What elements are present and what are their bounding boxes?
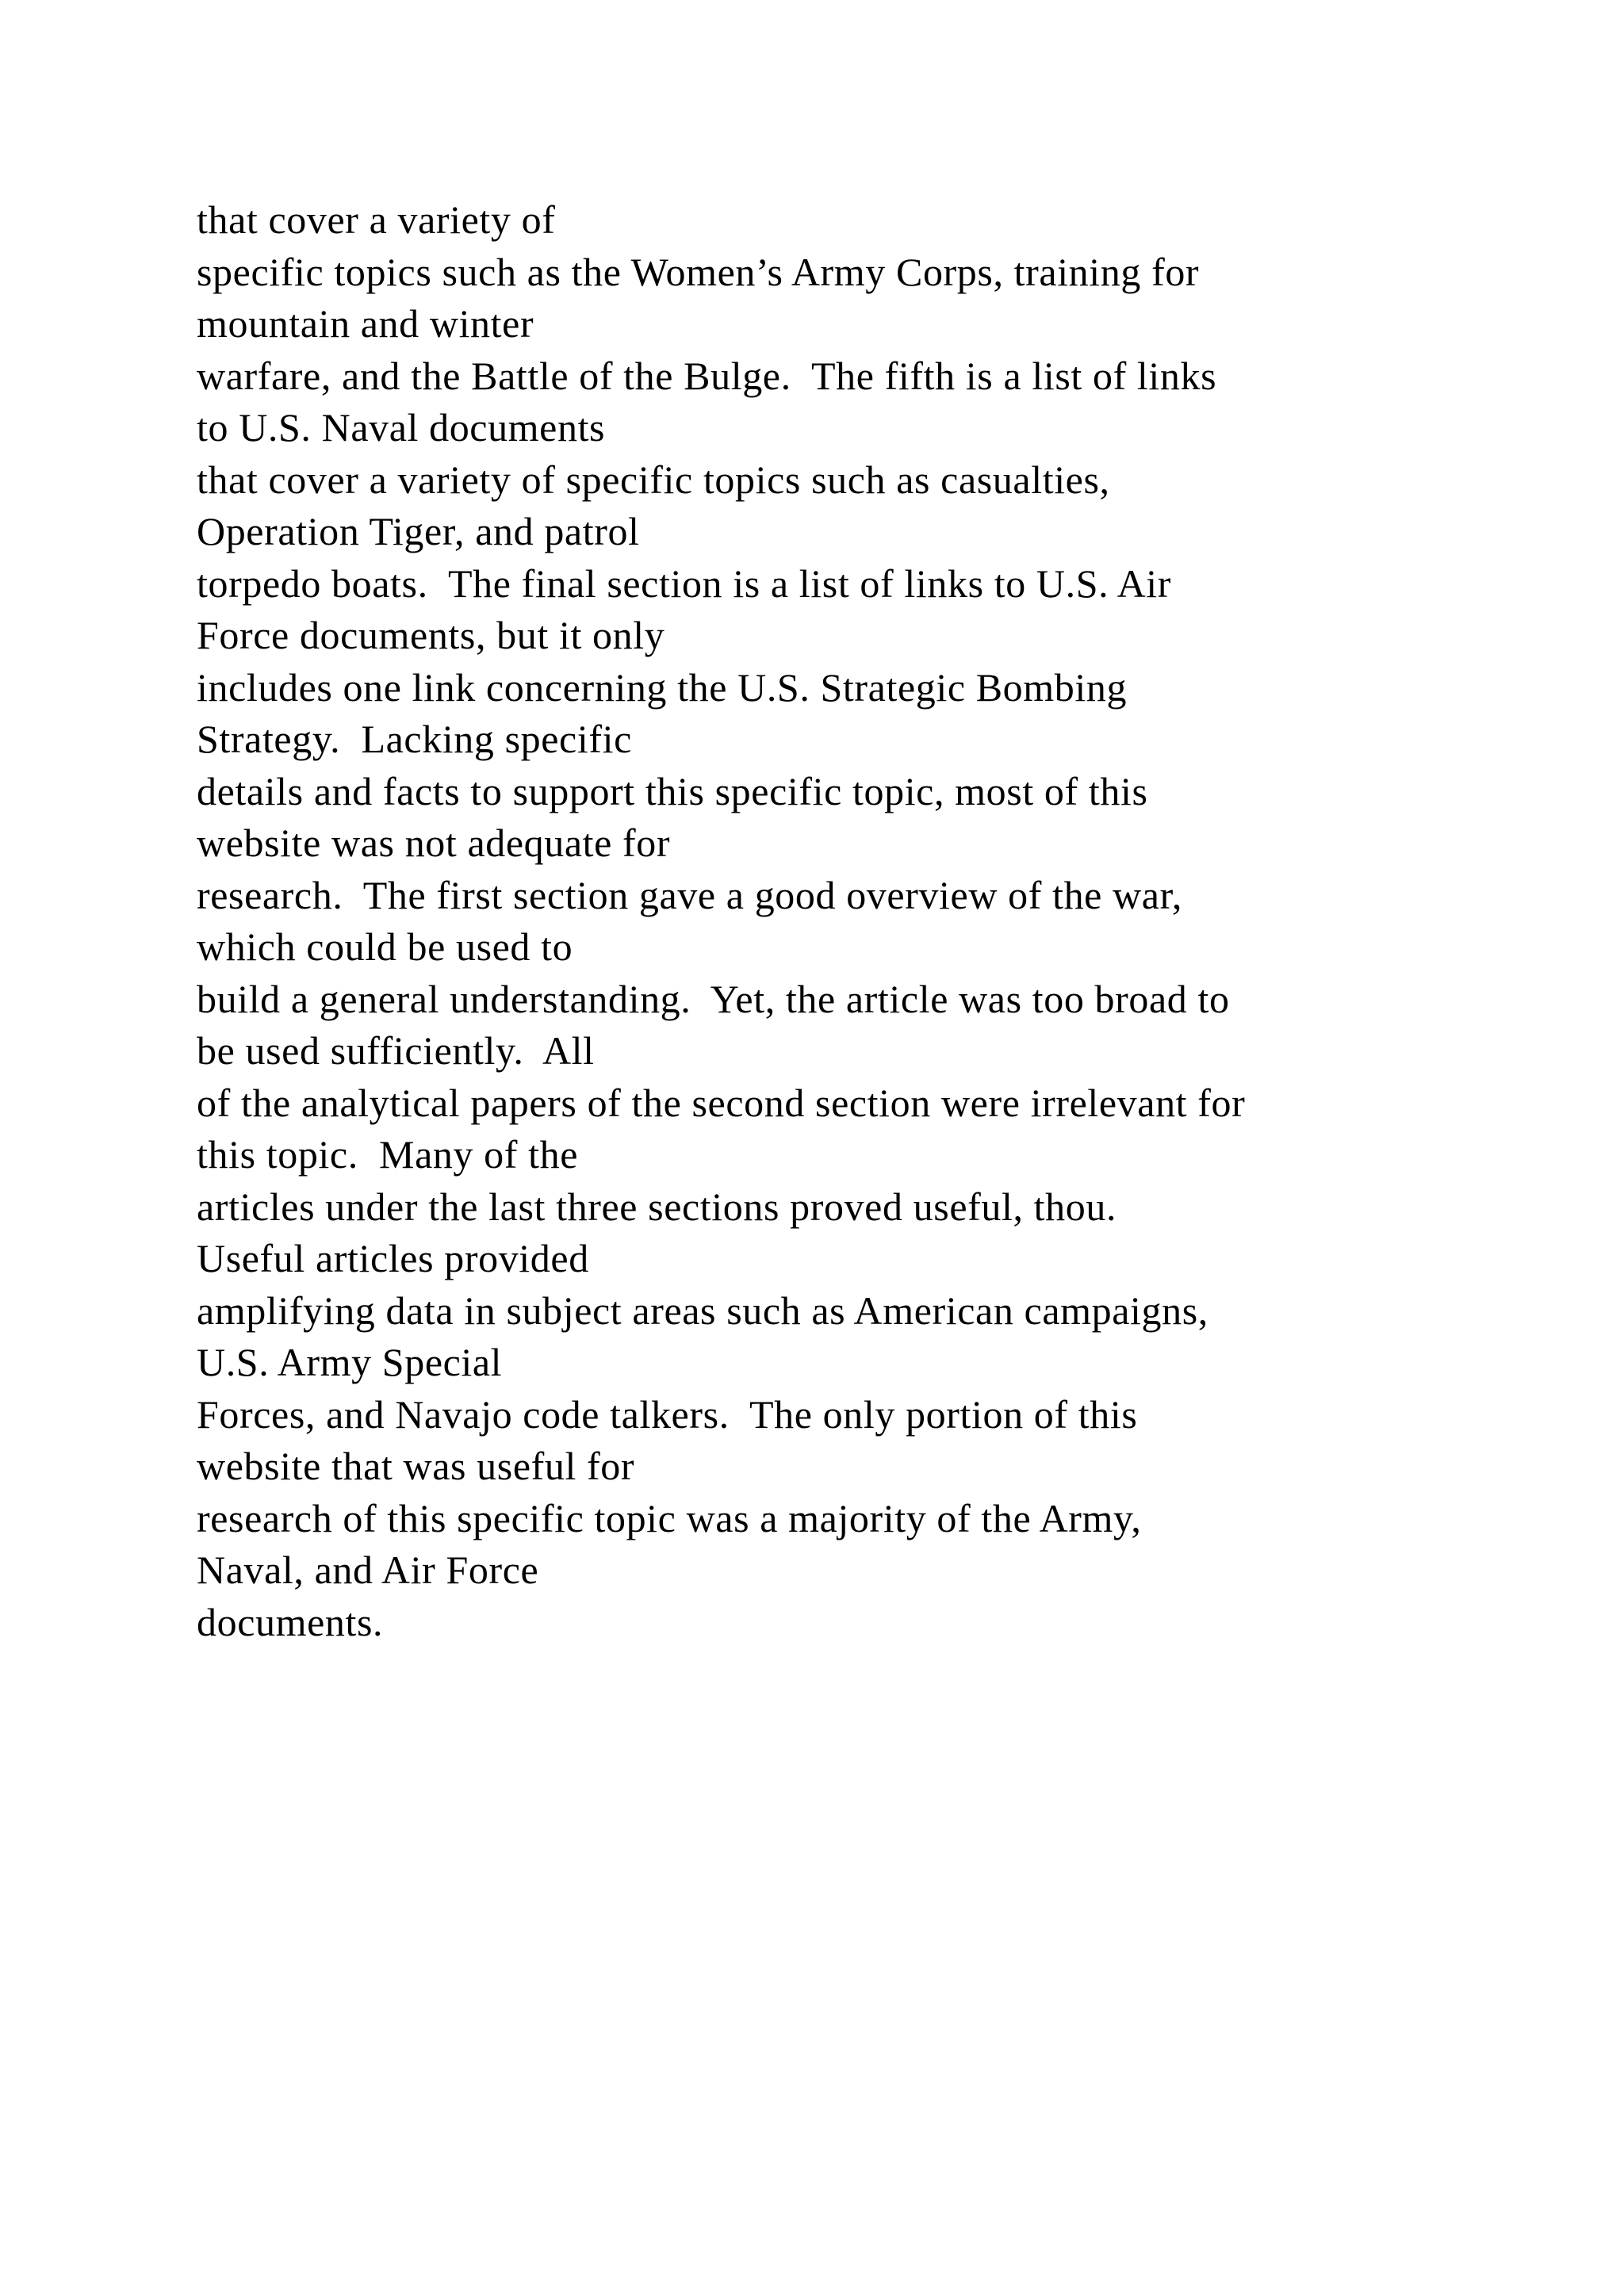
- text-line: specific topics such as the Women’s Army Corps, training for: [197, 249, 1200, 294]
- text-line: U.S. Army Special: [197, 1340, 503, 1384]
- text-line: this topic. Many of the: [197, 1132, 579, 1177]
- text-line: Useful articles provided: [197, 1236, 589, 1280]
- text-line: that cover a variety of specific topics such as casualties,: [197, 457, 1110, 502]
- text-line: research of this specific topic was a majority of the Army,: [197, 1495, 1142, 1540]
- text-line: includes one link concerning the U.S. Strategic Bombing: [197, 664, 1128, 710]
- text-line: Forces, and Navajo code talkers. The only portion of this: [197, 1391, 1138, 1437]
- text-line: of the analytical papers of the second section were irrelevant for: [197, 1080, 1246, 1125]
- text-line: torpedo boats. The final section is a list of links to U.S. Air: [197, 561, 1172, 606]
- text-line: website was not adequate for: [197, 821, 671, 865]
- text-line: mountain and winter: [197, 301, 534, 346]
- text-line: documents.: [197, 1599, 384, 1644]
- text-line: articles under the last three sections proved useful, thou.: [197, 1184, 1117, 1229]
- text-line: website that was useful for: [197, 1444, 635, 1488]
- text-line: be used sufficiently. All: [197, 1028, 595, 1073]
- text-line: details and facts to support this specific topic, most of this: [197, 768, 1148, 813]
- text-line: to U.S. Naval documents: [197, 405, 606, 450]
- text-line: Strategy. Lacking specific: [197, 717, 632, 761]
- text-line: Force documents, but it only: [197, 613, 665, 657]
- text-line: build a general understanding. Yet, the article was too broad to: [197, 976, 1230, 1021]
- text-line: research. The first section gave a good overview of the war,: [197, 872, 1182, 917]
- text-line: amplifying data in subject areas such as American campaigns,: [197, 1288, 1208, 1333]
- text-line: warfare, and the Battle of the Bulge. The fifth is a list of links: [197, 353, 1217, 398]
- text-line: that cover a variety of: [197, 197, 556, 242]
- text-line: Operation Tiger, and patrol: [197, 509, 640, 553]
- text-line: which could be used to: [197, 924, 573, 969]
- body-text: [197, 194, 1465, 1648]
- text-line: Naval, and Air Force: [197, 1548, 539, 1592]
